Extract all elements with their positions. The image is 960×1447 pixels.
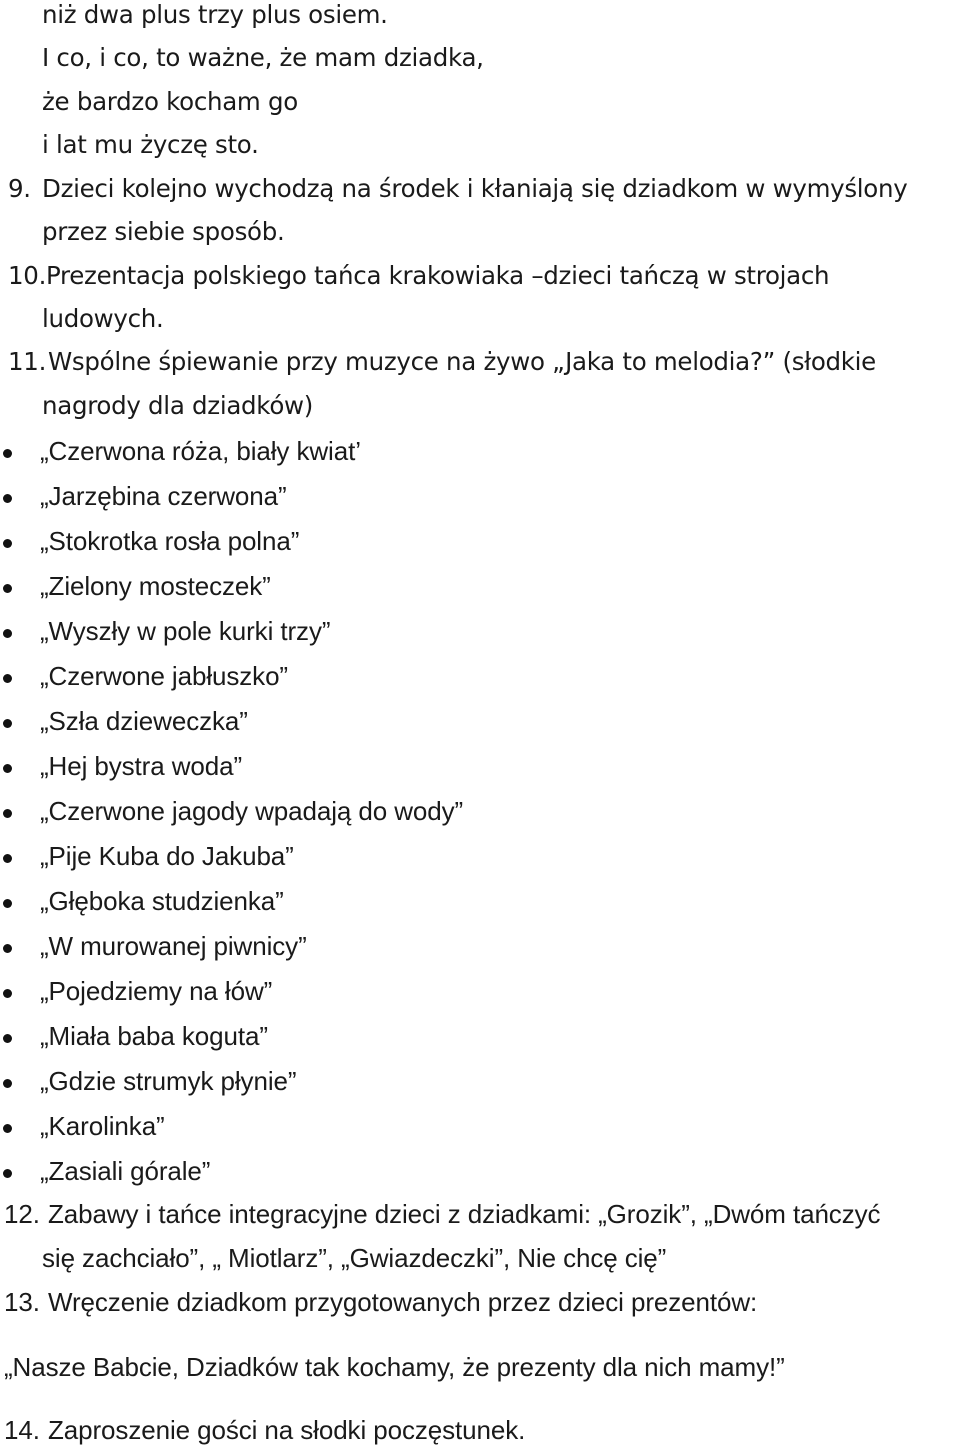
poem-line: i lat mu życzę sto. [42,130,259,159]
song-title: „Hej bystra woda” [40,751,243,781]
step-10-text: Prezentacja polskiego tańca krakowiaka –dzieci tańczą w strojach [46,261,830,290]
step-9-text: Dzieci kolejno wychodzą na środek i kłaniają się dziadkom w wymyślony [42,174,908,203]
song-title: „Jarzębina czerwona” [40,481,287,511]
song-title: „W murowanej piwnicy” [40,931,307,961]
song-title: „Gdzie strumyk płynie” [40,1066,297,1096]
song-title: „Stokrotka rosła polna” [40,526,300,556]
song-title: „Głęboka studzienka” [40,886,284,916]
song-title: „Pije Kuba do Jakuba” [40,841,294,871]
song-title: „Czerwone jabłuszko” [40,661,288,691]
song-title: „Zasiali górale” [40,1156,211,1186]
step-11-text: Wspólne śpiewanie przy muzyce na żywo „Jaka to melodia?” (słodkie [48,347,876,376]
poem-line: że bardzo kocham go [42,87,298,116]
bullet-icon [3,719,12,728]
step-number: 12. [4,1199,40,1229]
step-14-text: Zaproszenie gości na słodki poczęstunek. [48,1415,526,1445]
step-number: 11. [8,347,47,376]
song-title: „Karolinka” [40,1111,165,1141]
step-number: 13. [4,1287,40,1317]
step-12-text-cont: się zachciało”, „ Miotlarz”, „Gwiazdeczki”, Nie chcę cię” [42,1243,667,1273]
bullet-icon [3,809,12,818]
step-13-text: Wręczenie dziadkom przygotowanych przez dzieci prezentów: [48,1287,758,1317]
bullet-icon [3,1169,12,1178]
bullet-icon [3,1124,12,1133]
song-title: „Zielony mosteczek” [40,571,271,601]
poem-line: niż dwa plus trzy plus osiem. [42,0,388,29]
bullet-icon [3,854,12,863]
bullet-icon [3,629,12,638]
bullet-icon [3,764,12,773]
song-title: „Czerwona róża, biały kwiat’ [40,436,361,466]
song-title: „Czerwone jagody wpadają do wody” [40,796,464,826]
step-number: 14. [4,1415,40,1445]
poem-line: I co, i co, to ważne, że mam dziadka, [42,43,484,72]
bullet-icon [3,1079,12,1088]
quote-line: „Nasze Babcie, Dziadków tak kochamy, że prezenty dla nich mamy!” [4,1352,785,1382]
step-number: 10. [8,261,47,290]
bullet-icon [3,899,12,908]
bullet-icon [3,674,12,683]
step-9-text-cont: przez siebie sposób. [42,217,285,246]
step-12-text: Zabawy i tańce integracyjne dzieci z dziadkami: „Grozik”, „Dwóm tańczyć [48,1199,881,1229]
step-number: 9. [8,174,31,203]
bullet-icon [3,1034,12,1043]
song-title: „Pojedziemy na łów” [40,976,273,1006]
song-title: „Miała baba koguta” [40,1021,268,1051]
song-title: „Szła dzieweczka” [40,706,248,736]
bullet-icon [3,944,12,953]
bullet-icon [3,584,12,593]
step-10-text-cont: ludowych. [42,304,164,333]
step-11-text-cont: nagrody dla dziadków) [42,391,314,420]
bullet-icon [3,449,12,458]
bullet-icon [3,989,12,998]
bullet-icon [3,539,12,548]
song-title: „Wyszły w pole kurki trzy” [40,616,331,646]
bullet-icon [3,494,12,503]
